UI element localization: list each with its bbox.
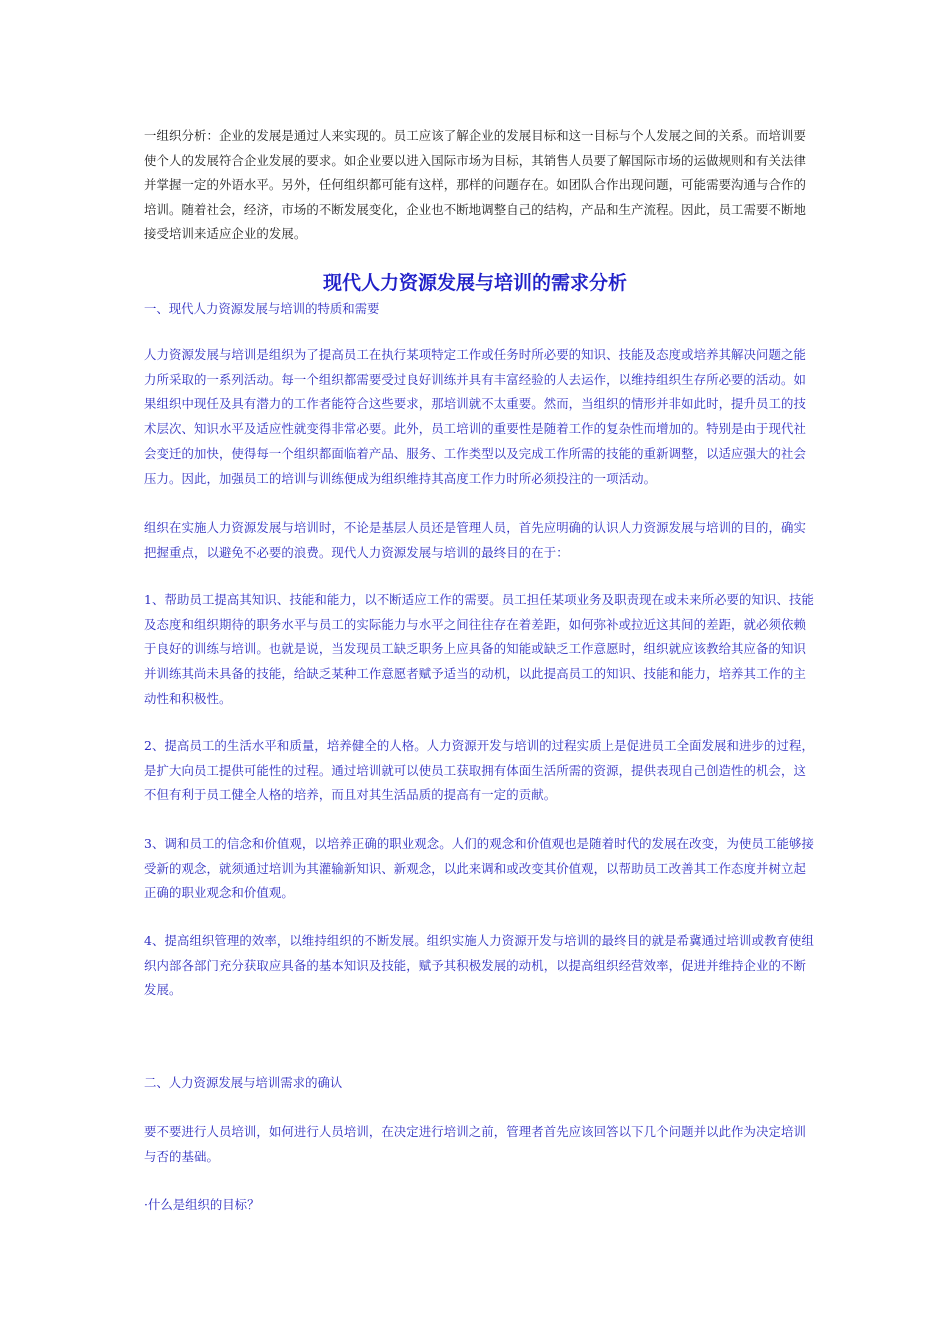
list-item-3: 3、调和员工的信念和价值观，以培养正确的职业观念。人们的观念和价值观也是随着时代的发展在改变，为使员工能够接受新的观念，就须通过培训为其灌输新知识、新观念，以此来调和或改变其价值观，以帮助员工改善其工作态度并树立起正确的职业观念和价值观。 xyxy=(144,836,814,901)
section-heading-2: 二、人力资源发展与培训需求的确认 xyxy=(144,1075,343,1090)
intro-paragraph: 一组织分析：企业的发展是通过人来实现的。员工应该了解企业的发展目标和这一目标与个人发展之间的关系。而培训要使个人的发展符合企业发展的要求。如企业要以进入国际市场为目标，其销售人员要了解国际市场的运做规则和有关法律并掌握一定的外语水平。另外，任何组织都可能有这样，那样的问题存在。如团队合作出现问题，可能需要沟通与合作的培训。随着社会，经济，市场的不断发展变化，企业也不断地调整自己的结构，产品和生产流程。因此，员工需要不断地接受培训来适应企业的发展。 xyxy=(144,128,807,241)
list-item-4: 4、提高组织管理的效率，以维持组织的不断发展。组织实施人力资源开发与培训的最终目的就是希冀通过培训或教育使组织内部各部门充分获取应具备的基本知识及技能，赋予其积极发展的动机，以提高组织经营效率，促进并维持企业的不断发展。 xyxy=(144,933,814,998)
paragraph-training-definition: 人力资源发展与培训是组织为了提高员工在执行某项特定工作或任务时所必要的知识、技能及态度或培养其解决问题之能力所采取的一系列活动。每一个组织都需要受过良好训练并具有丰富经验的人去运作，以维持组织生存所必要的活动。如果组织中现任及具有潜力的工作者能符合这些要求，那培训就不太重要。然而，当组织的情形并非如此时，提升员工的技术层次、知识水平及适应性就变得非常必要。此外，员工培训的重要性是随着工作的复杂性而增加的。特别是由于现代社会变迁的加快，使得每一个组织都面临着产品、服务、工作类型以及完成工作所需的技能的重新调整，以适应强大的社会压力。因此，加强员工的培训与训练便成为组织维持其高度工作力时所必须投注的一项活动。 xyxy=(144,347,807,486)
section-heading-1: 一、现代人力资源发展与培训的特质和需要 xyxy=(144,301,380,316)
paragraph-training-purpose: 组织在实施人力资源发展与培训时，不论是基层人员还是管理人员，首先应明确的认识人力资源发展与培训的目的，确实把握重点，以避免不必要的浪费。现代人力资源发展与培训的最终目的在于： xyxy=(144,520,807,560)
bullet-item-1: ·什么是组织的目标？ xyxy=(144,1197,260,1212)
article-title: 现代人力资源发展与培训的需求分析 xyxy=(322,272,627,294)
list-item-1: 1、帮助员工提高其知识、技能和能力，以不断适应工作的需要。员工担任某项业务及职责现在或未来所必要的知识、技能及态度和组织期待的职务水平与员工的实际能力与水平之间往往存在着差距，如何弥补或拉近这其间的差距，就必须依赖于良好的训练与培训。也就是说，当发现员工缺乏职务上应具备的知能或缺乏工作意愿时，组织就应该教给其应备的知识并训练其尚未具备的技能，给缺乏某种工作意愿者赋予适当的动机，以此提高员工的知识、技能和能力，培养其工作的主动性和积极性。 xyxy=(144,592,814,706)
paragraph-training-needs: 要不要进行人员培训，如何进行人员培训，在决定进行培训之前，管理者首先应该回答以下几个问题并以此作为决定培训与否的基础。 xyxy=(144,1124,807,1164)
list-item-2: 2、提高员工的生活水平和质量，培养健全的人格。人力资源开发与培训的过程实质上是促进员工全面发展和进步的过程，是扩大向员工提供可能性的过程。通过培训就可以使员工获取拥有体面生活所需的资源，提供表现自己创造性的机会，这不但有利于员工健全人格的培养，而且对其生活品质的提高有一定的贡献。 xyxy=(144,738,814,803)
